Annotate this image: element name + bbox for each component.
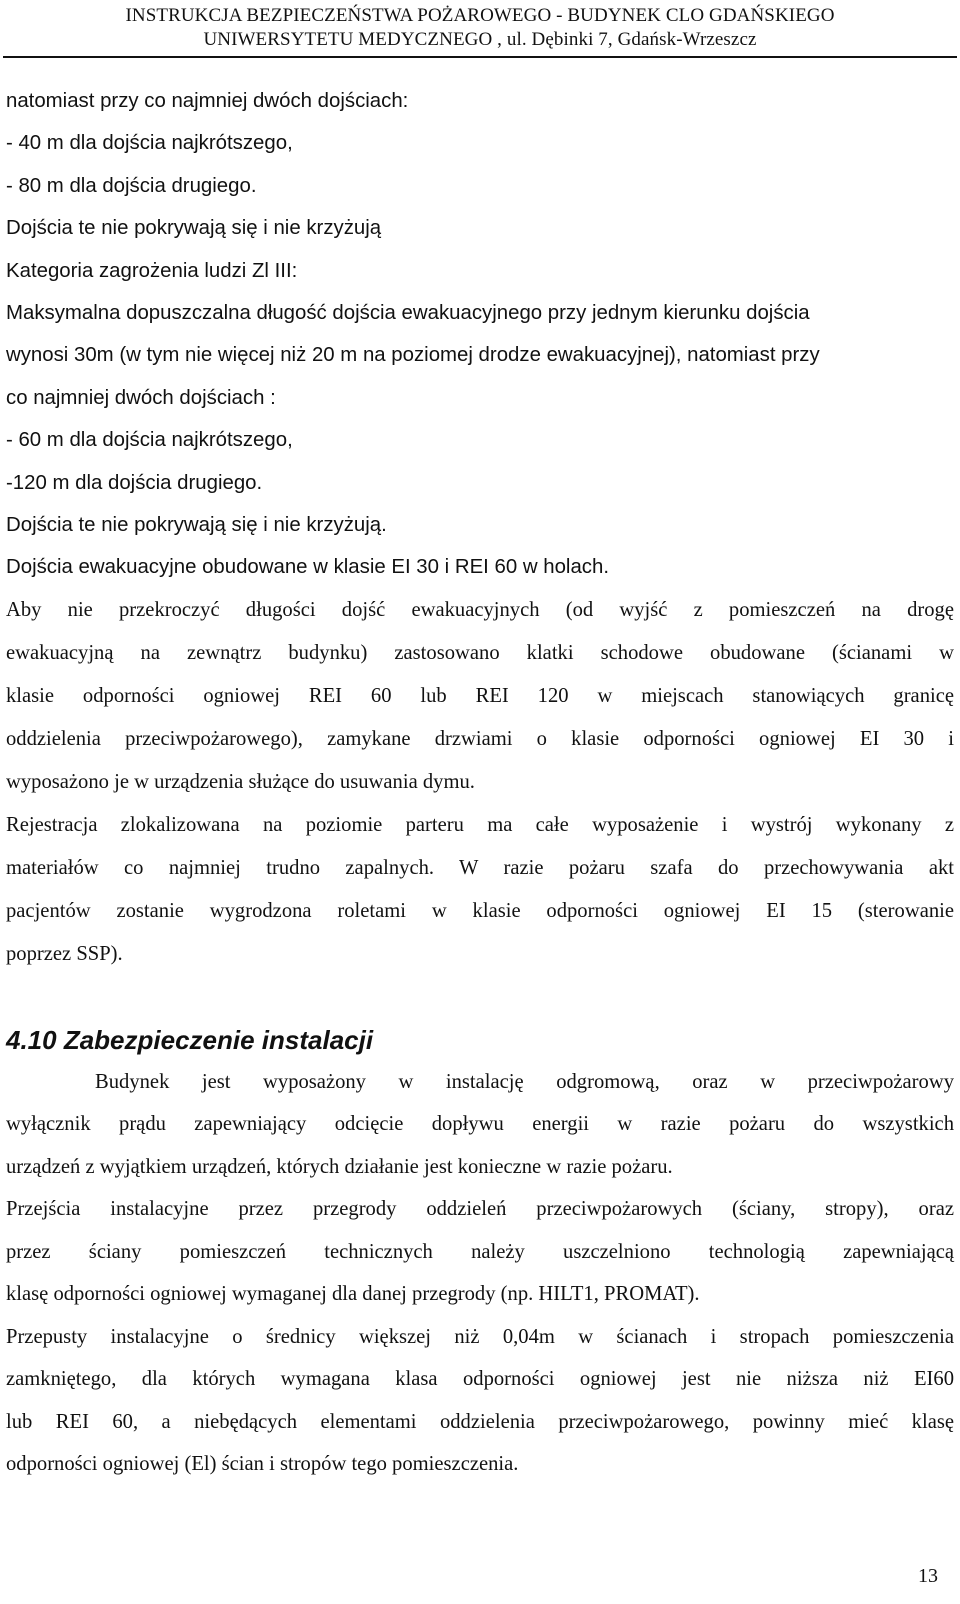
page-number: 13 bbox=[918, 1565, 938, 1587]
section-heading: 4.10 Zabezpieczenie instalacji bbox=[6, 1024, 374, 1055]
header-line-1: INSTRUKCJA BEZPIECZEŃSTWA POŻAROWEGO - BUDYNEK CLO GDAŃSKIEGO bbox=[125, 5, 835, 26]
text-line: natomiast przy co najmniej dwóch dojściach: bbox=[6, 90, 409, 112]
text-line: przez ściany pomieszczeń technicznych należy uszczelniono technologią zapewniającą bbox=[6, 1240, 954, 1263]
section-gap bbox=[6, 976, 954, 1023]
text-line: Maksymalna dopuszczalna długość dojścia ewakuacyjnego przy jednym kierunku dojścia bbox=[6, 302, 810, 325]
paragraph-reception bbox=[6, 804, 954, 976]
text-line: Dojścia ewakuacyjne obudowane w klasie EI 30 i REI 60 w holach. bbox=[6, 556, 609, 579]
page-header bbox=[0, 4, 960, 52]
text-line: Kategoria zagrożenia ludzi Zl III: bbox=[6, 259, 298, 282]
text-line: - 60 m dla dojścia najkrótszego, bbox=[6, 429, 293, 452]
text-line: Dojścia te nie pokrywają się i nie krzyżują bbox=[6, 217, 382, 240]
text-line: klasie odporności ogniowej REI 60 lub REI 120 w miejscach stanowiących granicę bbox=[6, 684, 954, 707]
paragraph-stairwells bbox=[6, 589, 954, 804]
text-line: poprzez SSP). bbox=[6, 942, 123, 965]
text-line: co najmniej dwóch dojściach : bbox=[6, 386, 276, 409]
text-line: -120 m dla dojścia drugiego. bbox=[6, 471, 263, 494]
text-line: - 40 m dla dojścia najkrótszego, bbox=[6, 132, 293, 155]
text-line: wyposażono je w urządzenia służące do usuwania dymu. bbox=[6, 770, 475, 793]
paragraph-penetrations bbox=[6, 1316, 954, 1486]
text-line: wynosi 30m (w tym nie więcej niż 20 m na poziomej drodze ewakuacyjnej), natomiast przy bbox=[6, 344, 820, 367]
text-line: wyłącznik prądu zapewniający odcięcie dopływu energii w razie pożaru do wszystkich bbox=[6, 1113, 954, 1136]
text-line: Przepusty instalacyjne o średnicy większej niż 0,04m w ścianach i stropach pomieszczenia bbox=[6, 1325, 954, 1348]
text-line: zamkniętego, dla których wymagana klasa odporności ogniowej jest nie niższa niż EI60 bbox=[6, 1368, 954, 1391]
text-line: - 80 m dla dojścia drugiego. bbox=[6, 174, 257, 197]
text-line: Przejścia instalacyjne przez przegrody oddzieleń przeciwpożarowych (ściany, stropy), oraz bbox=[6, 1198, 954, 1221]
text-line: klasę odporności ogniowej wymaganej dla danej przegrody (np. HILT1, PROMAT). bbox=[6, 1283, 700, 1306]
text-line: urządzeń z wyjątkiem urządzeń, których działanie jest konieczne w razie pożaru. bbox=[6, 1155, 673, 1178]
text-line: oddzielenia przeciwpożarowego), zamykane drzwiami o klasie odporności ogniowej EI 30 i bbox=[6, 727, 954, 750]
text-line: odporności ogniowej (El) ścian i stropów tego pomieszczenia. bbox=[6, 1453, 519, 1476]
text-line: Rejestracja zlokalizowana na poziomie parteru ma całe wyposażenie i wystrój wykonany z bbox=[6, 813, 954, 836]
text-line: materiałów co najmniej trudno zapalnych. W razie pożaru szafa do przechowywania akt bbox=[6, 856, 954, 879]
text-line: pacjentów zostanie wygrodzona roletami w klasie odporności ogniowej EI 15 (sterowanie bbox=[6, 899, 954, 922]
paragraph-installation bbox=[6, 1061, 954, 1189]
evacuation-distances-block bbox=[6, 80, 954, 589]
header-rule bbox=[3, 56, 957, 58]
page-content bbox=[6, 80, 954, 1486]
text-line: Aby nie przekroczyć długości dojść ewakuacyjnych (od wyjść z pomieszczeń na drogę bbox=[6, 598, 954, 621]
text-line: Dojścia te nie pokrywają się i nie krzyżują. bbox=[6, 514, 387, 537]
text-line: Budynek jest wyposażony w instalację odgromową, oraz w przeciwpożarowy bbox=[95, 1070, 954, 1093]
text-line: ewakuacyjną na zewnątrz budynku) zastosowano klatki schodowe obudowane (ścianami w bbox=[6, 641, 954, 664]
header-line-2: UNIWERSYTETU MEDYCZNEGO , ul. Dębinki 7, Gdańsk-Wrzeszcz bbox=[203, 29, 757, 50]
text-line: lub REI 60, a niebędących elementami oddzielenia przeciwpożarowego, powinny mieć klasę bbox=[6, 1410, 954, 1433]
paragraph-passages bbox=[6, 1188, 954, 1316]
